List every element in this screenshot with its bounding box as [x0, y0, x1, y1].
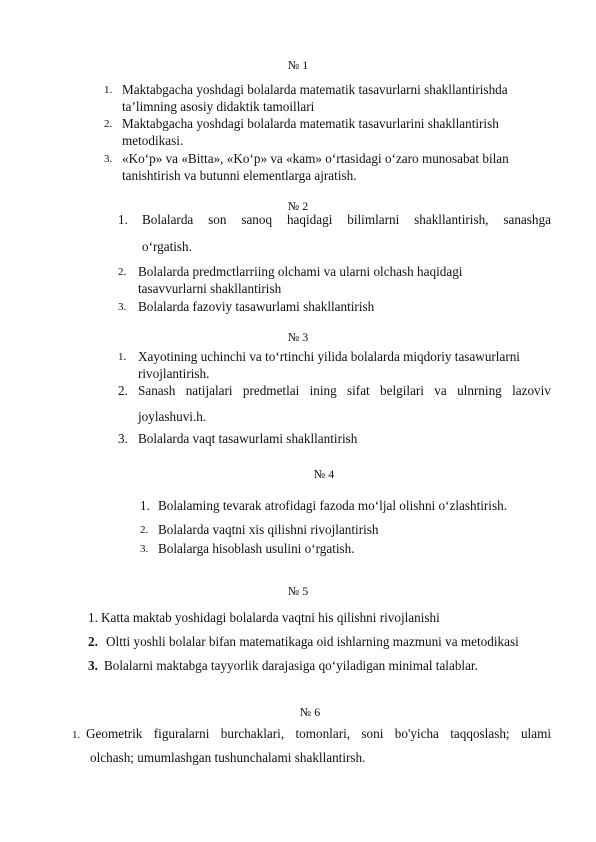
list-item: ta’limning asosiy didaktik tamoillari	[122, 99, 315, 114]
section-6-heading: № 6	[299, 705, 321, 719]
list-item: Bolalarda vaqt tasawurlami shakllantirish	[138, 431, 358, 446]
justified-word: ulami	[520, 726, 551, 741]
justified-word: sifat	[347, 383, 370, 398]
justified-word: sanashga	[503, 212, 551, 227]
list-item-number: 2.	[88, 634, 98, 649]
list-item: «Ko‘p» va «Bitta», «Ko‘p» va «kam» o‘rtasidagi o‘zaro munosabat bilan	[122, 151, 509, 166]
list-item-number: 3.	[118, 301, 127, 313]
justified-word: Bolalarda	[142, 212, 194, 227]
list-item: olchash; umumlashgan tushunchalami shakllantirsh.	[90, 750, 366, 765]
list-item-number: 1.	[118, 212, 128, 227]
section-3-heading: № 3	[287, 330, 309, 344]
list-item: Bolalaming tevarak atrofidagi fazoda mo‘ljal olishni o‘zlashtirish.	[158, 498, 507, 513]
justified-word: son	[208, 212, 227, 227]
justified-word: predmetlai	[242, 383, 300, 398]
justified-word: haqidagi	[286, 212, 333, 227]
list-item-number: 2.	[118, 266, 127, 278]
list-item: Maktabgacha yoshdagi bolalarda matematik tasavurlarni shakllantirishda	[122, 82, 508, 97]
justified-word: figuralarni	[153, 726, 210, 741]
section-4-heading: № 4	[313, 467, 335, 481]
list-item	[138, 382, 551, 399]
justified-word: bilimlarni	[347, 212, 400, 227]
list-item: Maktabgacha yoshdagi bolalarda matematik tasavurlarini shakllantirish	[122, 116, 499, 131]
justified-word: burchaklari,	[220, 726, 285, 741]
list-item-number: 1.	[88, 610, 98, 625]
justified-word: soni	[361, 726, 384, 741]
list-item	[142, 211, 551, 228]
justified-word: ining	[309, 383, 337, 398]
section-5-heading: № 5	[287, 584, 309, 598]
list-item-number: 1.	[118, 351, 127, 363]
list-item: joylashuvi.h.	[138, 409, 207, 424]
list-item-number: 3.	[104, 153, 113, 165]
list-item-number: 2.	[104, 118, 113, 130]
list-item: tasavvurlarni shakllantirish	[138, 281, 282, 296]
list-item: o‘rgatish.	[142, 239, 192, 254]
list-item-number: 1.	[72, 729, 81, 741]
justified-word: ulnrning	[457, 383, 502, 398]
justified-word: belgilari	[380, 383, 424, 398]
list-item: tanishtirish va butunni elementlarga ajratish.	[122, 168, 357, 183]
list-item-number: 2.	[118, 383, 128, 398]
list-item-number: 3.	[118, 431, 128, 446]
list-item: Katta maktab yoshidagi bolalarda vaqtni his qilishni rivojlanishi	[101, 610, 440, 625]
justified-word: Sanash	[138, 383, 176, 398]
list-item: Xayotining uchinchi va to‘rtinchi yilida bolalarda miqdoriy tasawurlarni	[138, 349, 520, 364]
justified-word: taqqoslash;	[450, 726, 510, 741]
list-item: Bolalarda predmctlarriing olchami va ularni olchash haqidagi	[138, 264, 463, 279]
justified-word: va	[434, 383, 447, 398]
list-item-number: 2.	[140, 524, 149, 536]
list-item: Bolalarni maktabga tayyorlik darajasiga qo‘yiladigan minimal talablar.	[104, 658, 478, 673]
list-item-number: 3.	[88, 658, 98, 673]
justified-word: natijalari	[185, 383, 233, 398]
justified-word: bo'yicha	[394, 726, 439, 741]
justified-word: sanoq	[241, 212, 273, 227]
list-item: rivojlantirish.	[138, 366, 210, 381]
section-2-heading: № 2	[287, 199, 309, 213]
justified-word: lazoviv	[512, 383, 551, 398]
justified-word: tomonlari,	[295, 726, 351, 741]
list-item: Oltti yoshli bolalar bifan matematikaga oid ishlarning mazmuni va metodikasi	[106, 634, 519, 649]
list-item-number: 3.	[140, 543, 149, 555]
list-item: Bolalarda vaqtni xis qilishni rivojlantirish	[158, 522, 379, 537]
section-1-heading: № 1	[287, 58, 309, 72]
justified-word: Geometrik	[86, 726, 143, 741]
list-item-number: 1.	[104, 84, 113, 96]
list-item: Bolalarga hisoblash usulini o‘rgatish.	[158, 541, 355, 556]
list-item	[86, 725, 551, 742]
list-item-number: 1.	[140, 498, 150, 513]
list-item: metodikasi.	[122, 133, 184, 148]
justified-word: shakllantirish,	[414, 212, 489, 227]
list-item: Bolalarda fazoviy tasawurlami shakllantirish	[138, 299, 375, 314]
